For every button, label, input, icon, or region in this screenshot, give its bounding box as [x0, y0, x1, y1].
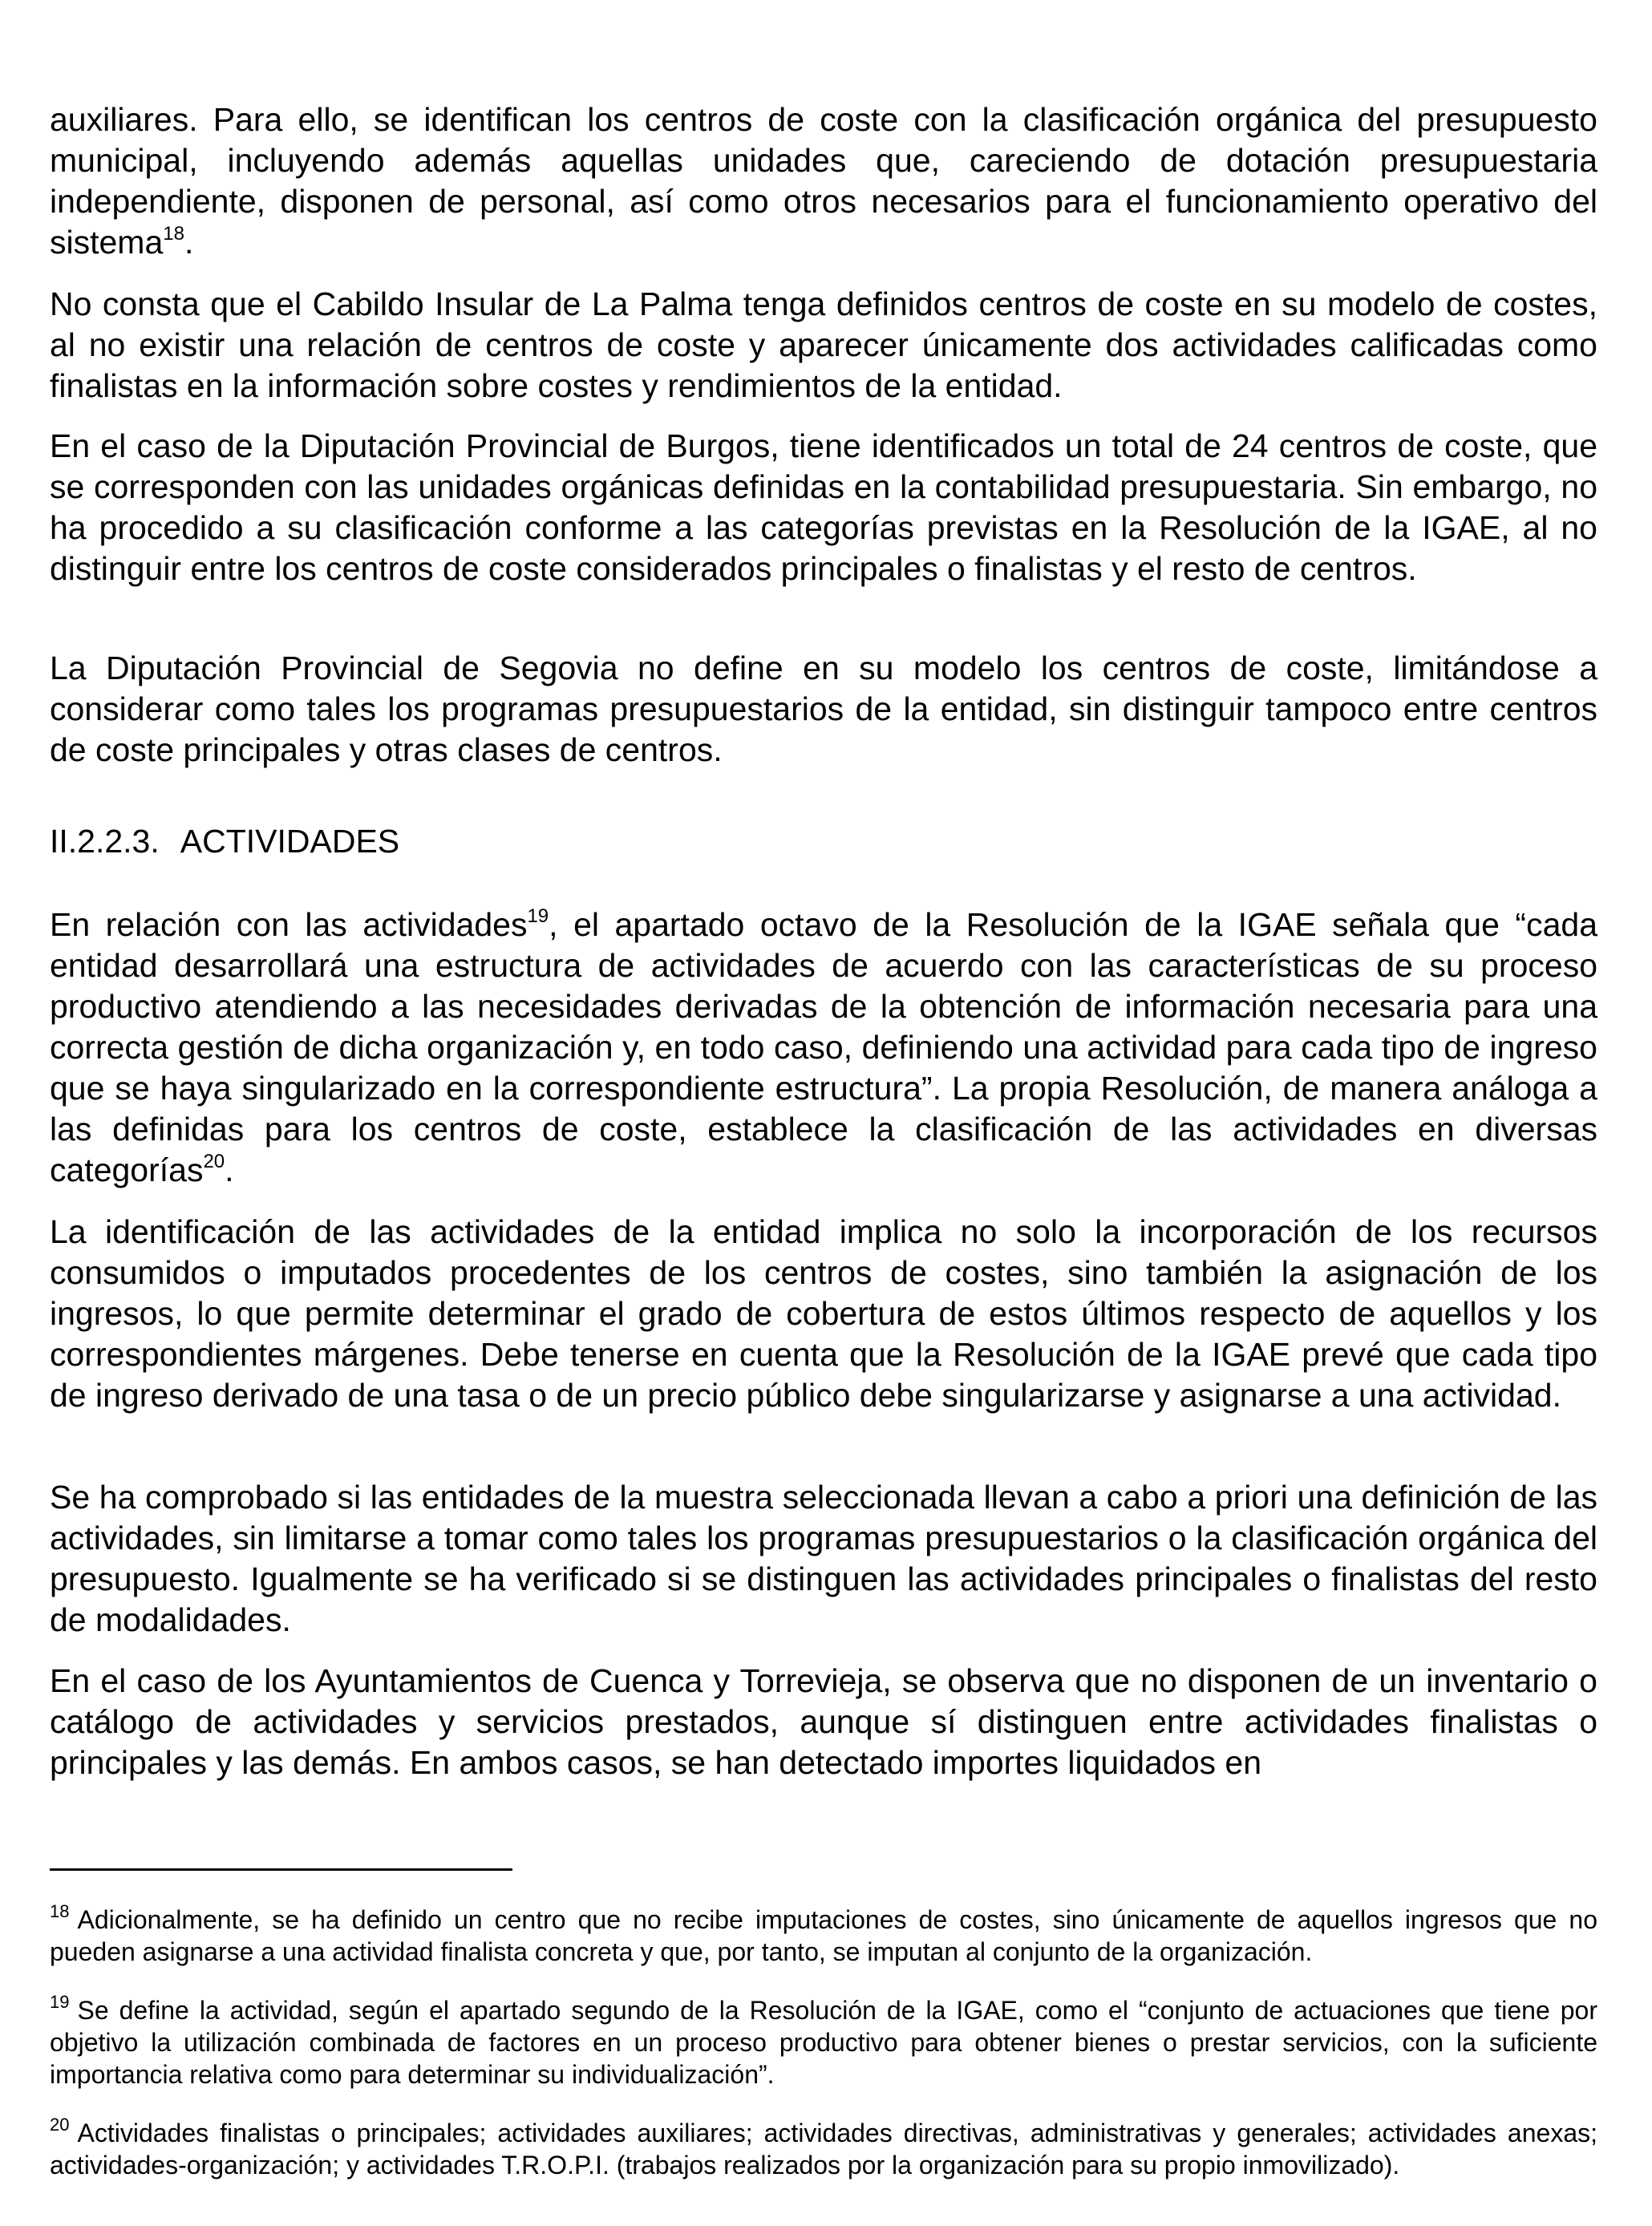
paragraph-text: auxiliares. Para ello, se identifican los centros de coste con la clasificación orgánica del presupuesto municipal, incluyendo además aquellas unidades que, careciendo de dotación presupuestaria independiente, disponen de personal, así como otros necesarios para el funcionamiento operativo del sistema — [50, 101, 1597, 261]
paragraph-diputacion-burgos: En el caso de la Diputación Provincial de Burgos, tiene identificados un total de 24 centros de coste, que se corresponden con las unidades orgánicas definidas en la contabilidad presupuestaria. Sin embargo, no ha procedido a su clasificación conforme a las categorías previstas en la Resolución de la IGAE, al no distinguir entre los centros de coste considerados principales o finalistas y el resto de centros. — [50, 427, 1597, 587]
paragraph-cabildo-la-palma: No consta que el Cabildo Insular de La Palma tenga definidos centros de coste en su modelo de costes, al no existir una relación de centros de coste y aparecer únicamente dos actividades calificadas como finalistas en la información sobre costes y rendimientos de la entidad. — [50, 285, 1597, 404]
footnote-ref-18[interactable]: 18 — [163, 223, 184, 245]
footnote-mark: 19 — [50, 1992, 70, 2013]
paragraph-end: . — [184, 224, 194, 261]
footnote-text: Actividades finalistas o principales; actividades auxiliares; actividades directivas, administrativas y generales; actividades anexas; actividades-organización; y actividades T.R.O.P.I. (trabajos realizados por la organización para su propio inmovilizado). — [50, 2119, 1597, 2179]
section-heading — [50, 821, 399, 862]
footnote-separator — [50, 1868, 512, 1871]
paragraph-identificacion-actividades: La identificación de las actividades de la entidad implica no solo la incorporación de los recursos consumidos o imputados procedentes de los centros de costes, sino también la asignación de los ingresos, lo que permite determinar el grado de cobertura de estos últimos respecto de aquellos y los correspondientes márgenes. Debe tenerse en cuenta que la Resolución de la IGAE prevé que cada tipo de ingreso derivado de una tasa o de un precio público debe singularizarse y asignarse a una actividad. — [50, 1213, 1597, 1414]
paragraph-comprobacion-muestra: Se ha comprobado si las entidades de la muestra seleccionada llevan a cabo a priori una definición de las actividades, sin limitarse a tomar como tales los programas presupuestarios o la clasificación orgánica del presupuesto. Igualmente se ha verificado si se distinguen las actividades principales o finalistas del resto de modalidades. — [50, 1479, 1597, 1638]
section-title: ACTIVIDADES — [180, 823, 400, 860]
footnote-18 — [50, 1901, 1597, 1968]
footnote-text: Adicionalmente, se ha definido un centro que no recibe imputaciones de costes, sino únicamente de aquellos ingresos que no pueden asignarse a una actividad finalista concreta y que, por tanto, se imputan al conjunto de la organización. — [50, 1905, 1597, 1966]
footnote-ref-20[interactable]: 20 — [203, 1151, 225, 1173]
paragraph-cuenca-torrevieja: En el caso de los Ayuntamientos de Cuenca y Torrevieja, se observa que no disponen de un inventario o catálogo de actividades y servicios prestados, aunque sí distinguen entre actividades finalistas o principales y las demás. En ambos casos, se han detectado importes liquidados en — [50, 1662, 1597, 1781]
footnote-mark: 18 — [50, 1901, 70, 1922]
paragraph-text-middle: , el apartado octavo de la Resolución de la IGAE señala que “cada entidad desarrollará una estructura de actividades de acuerdo con las características de su proceso productivo atendiendo a las necesidades derivadas de la obtención de información necesaria para una correcta gestión de dicha organización y, en todo caso, definiendo una actividad para cada tipo de ingreso que se haya singularizado en la correspondiente estructura”. La propia Resolución, de manera análoga a las definidas para los centros de coste, establece la clasificación de las actividades en diversas categorías — [50, 906, 1597, 1188]
paragraph-actividades-resolucion — [50, 905, 1597, 1191]
footnote-mark: 20 — [50, 2115, 70, 2135]
paragraph-text-start: En relación con las actividades — [50, 906, 528, 943]
paragraph-end: . — [225, 1151, 234, 1188]
footnote-20 — [50, 2117, 1597, 2181]
paragraph-centros-coste-intro — [50, 99, 1597, 263]
footnote-text: Se define la actividad, según el apartado segundo de la Resolución de la IGAE, como el “conjunto de actuaciones que tiene por objetivo la utilización combinada de factores en un proceso productivo para obtener bienes o prestar servicios, con la suficiente importancia relativa como para determinar su individualización”. — [50, 1996, 1597, 2089]
footnote-ref-19[interactable]: 19 — [527, 905, 549, 928]
footnote-19 — [50, 1994, 1597, 2090]
paragraph-diputacion-segovia: La Diputación Provincial de Segovia no define en su modelo los centros de coste, limitándose a considerar como tales los programas presupuestarios de la entidad, sin distinguir tampoco entre centros de coste principales y otras clases de centros. — [50, 650, 1597, 768]
section-number: II.2.2.3. — [50, 823, 160, 860]
